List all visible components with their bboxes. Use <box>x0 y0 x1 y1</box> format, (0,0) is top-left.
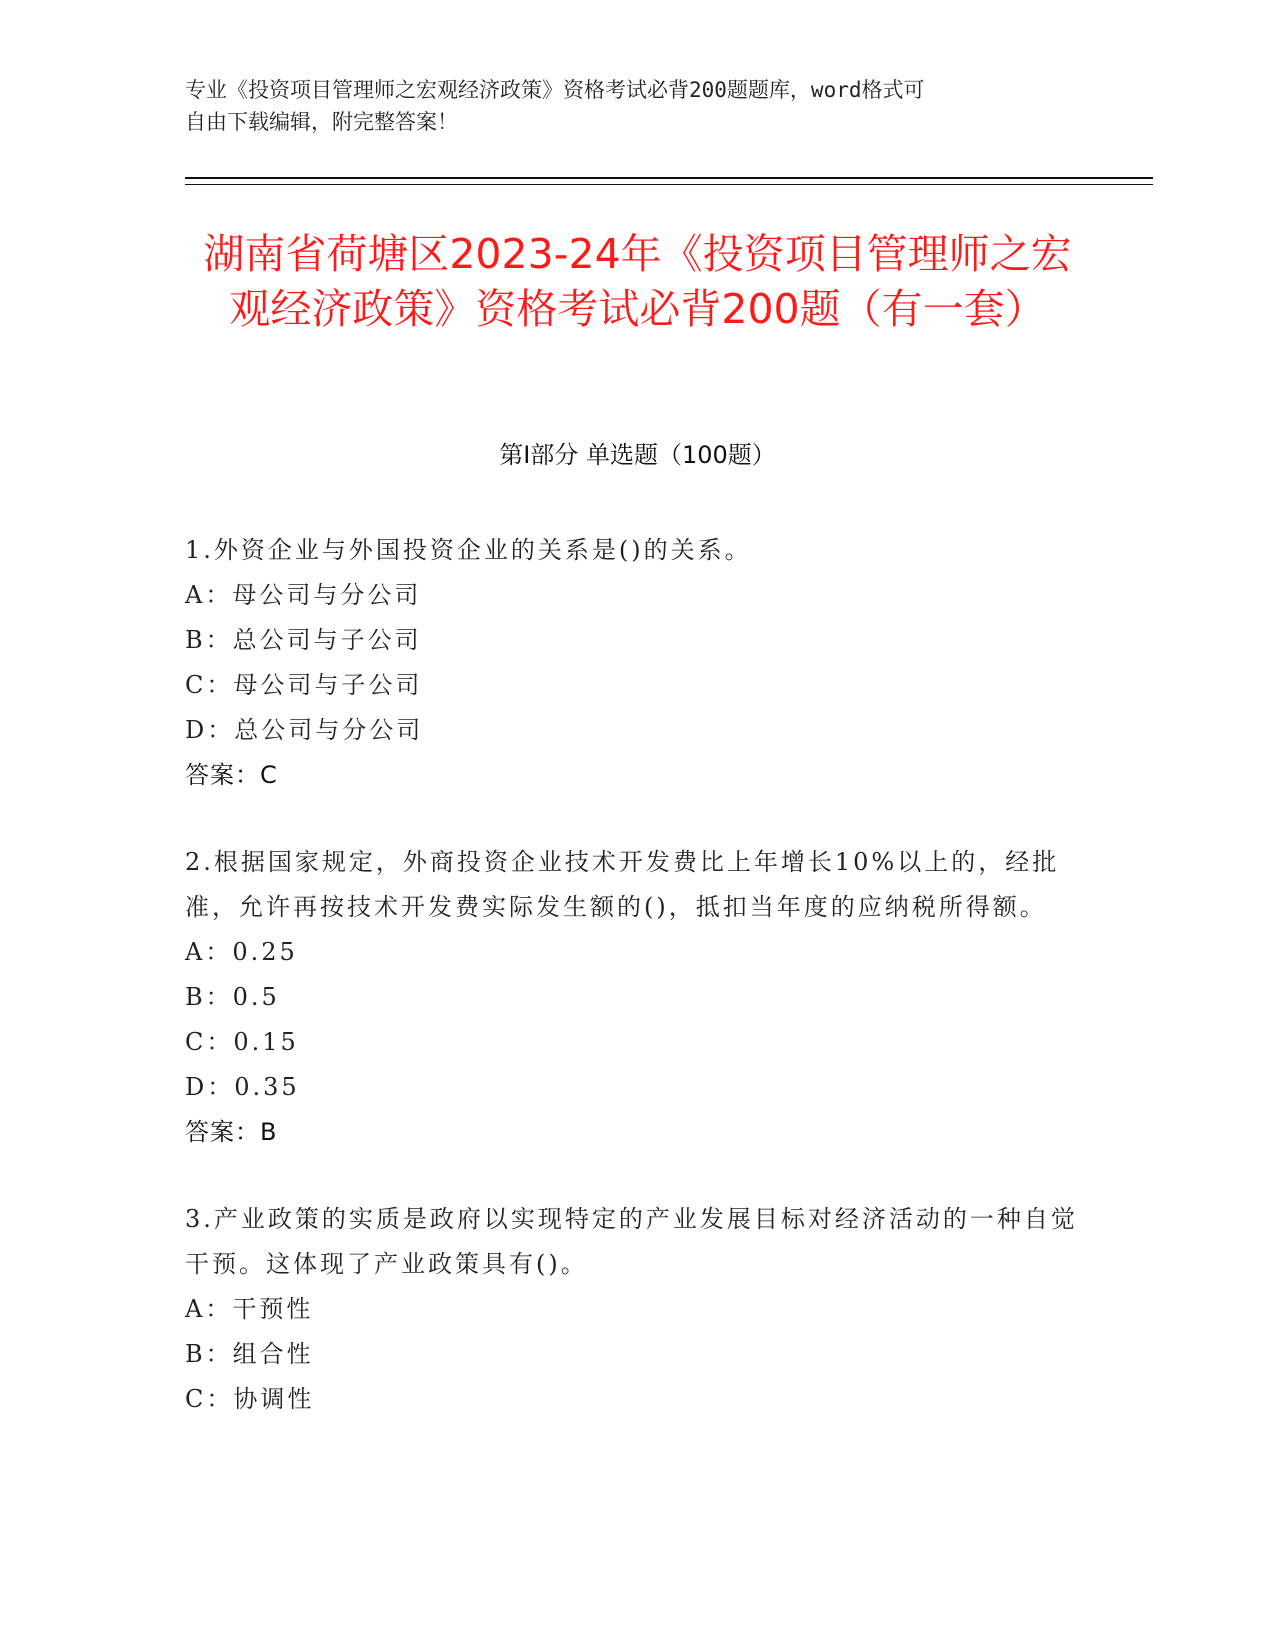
question-stem: 1.外资企业与外国投资企业的关系是()的关系。 <box>185 536 752 564</box>
section-heading: 第I部分 单选题（100题） <box>499 441 776 469</box>
question-item <box>185 840 1085 1155</box>
header-note: 专业《投资项目管理师之宏观经济政策》资格考试必背200题题库，word格式可 自由下载编辑，附完整答案！ <box>185 78 925 134</box>
question-option: A：母公司与分公司 <box>185 581 422 609</box>
question-option: A：干预性 <box>185 1295 314 1323</box>
question-option: A：0.25 <box>185 938 298 966</box>
question-stem: 2.根据国家规定，外商投资企业技术开发费比上年增长10%以上的，经批准，允许再按技术开发费实际发生额的()，抵扣当年度的应纳税所得额。 <box>185 848 1060 921</box>
question-answer: 答案：B <box>185 1118 278 1146</box>
question-option: B：组合性 <box>185 1340 314 1368</box>
header-rule-thick <box>185 177 1153 179</box>
question-stem: 3.产业政策的实质是政府以实现特定的产业发展目标对经济活动的一种自觉干预。这体现了产业政策具有()。 <box>185 1205 1078 1278</box>
question-answer: 答案：C <box>185 761 278 789</box>
question-option: B：总公司与子公司 <box>185 626 422 654</box>
question-option: D：总公司与分公司 <box>185 716 424 744</box>
question-option: C：0.15 <box>185 1028 299 1056</box>
question-item <box>185 528 1085 798</box>
question-option: B：0.5 <box>185 983 280 1011</box>
question-option: C：母公司与子公司 <box>185 671 423 699</box>
document-title: 湖南省荷塘区2023-24年《投资项目管理师之宏观经济政策》资格考试必背200题（有一套） <box>203 230 1072 333</box>
question-option: D：0.35 <box>185 1073 300 1101</box>
question-list <box>185 528 1085 1464</box>
header-rule-thin <box>185 184 1153 185</box>
question-option: C：协调性 <box>185 1385 315 1413</box>
question-item <box>185 1197 1085 1422</box>
